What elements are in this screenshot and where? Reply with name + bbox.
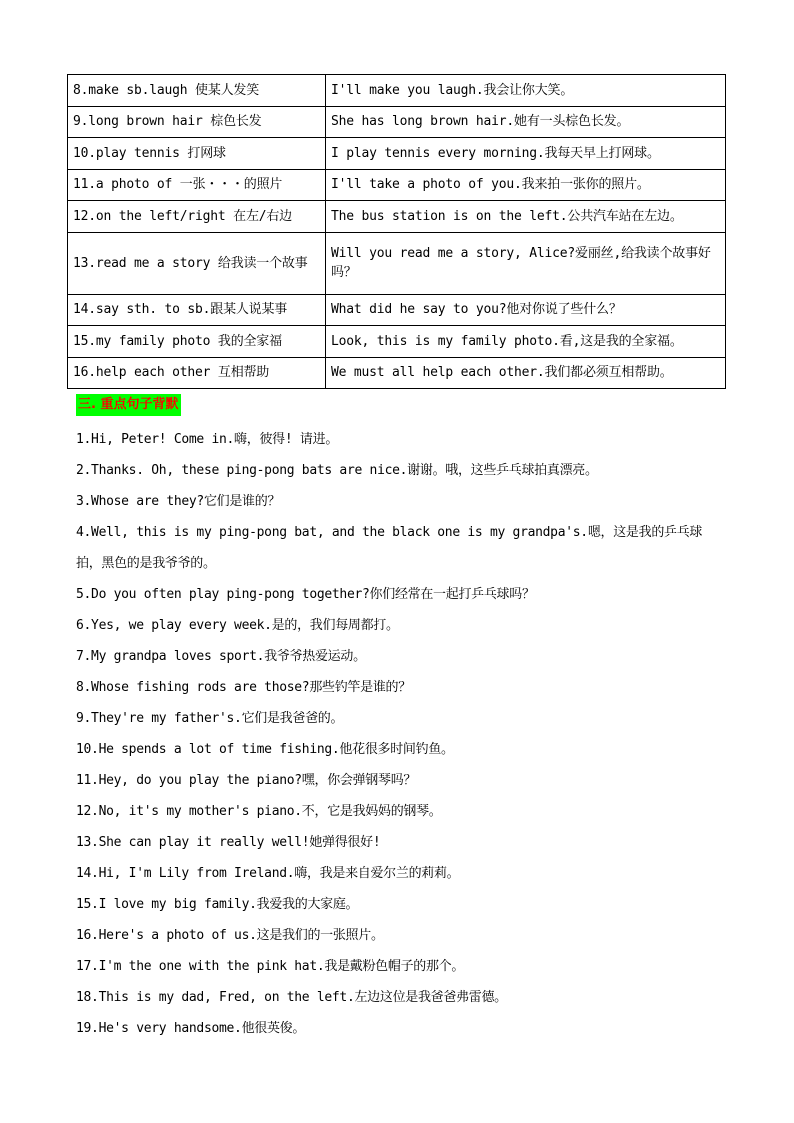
sentence-item: 11.Hey, do you play the piano?嘿，你会弹钢琴吗？ [76, 773, 417, 788]
sentence-item: 18.This is my dad, Fred, on the left.左边这位是我爸爸弗雷德。 [76, 990, 507, 1005]
sentence-item: 12.No, it's my mother's piano.不，它是我妈妈的钢琴。 [76, 804, 442, 819]
phrase-cell: 15.my family photo 我的全家福 [68, 326, 326, 358]
sentence-item: 8.Whose fishing rods are those?那些钓竿是谁的？ [76, 680, 411, 695]
phrase-cell: 13.read me a story 给我读一个故事 [68, 232, 326, 294]
phrase-cell: 12.on the left/right 在左/右边 [68, 201, 326, 233]
sentence-item: 6.Yes, we play every week.是的，我们每周都打。 [76, 618, 399, 633]
sentence-item: 3.Whose are they?它们是谁的？ [76, 494, 281, 509]
example-cell: Look, this is my family photo.看,这是我的全家福。 [326, 326, 726, 358]
example-cell: I'll take a photo of you.我来拍一张你的照片。 [326, 169, 726, 201]
phrase-cell: 14.say sth. to sb.跟某人说某事 [68, 294, 326, 326]
phrase-cell: 9.long brown hair 棕色长发 [68, 106, 326, 138]
sentence-item: 4.Well, this is my ping-pong bat, and the black one is my grandpa's.嗯，这是我的乒乓球拍，黑色的是我爷爷的。 [76, 525, 703, 571]
sentence-item: 16.Here's a photo of us.这是我们的一张照片。 [76, 928, 384, 943]
example-cell: I'll make you laugh.我会让你大笑。 [326, 75, 726, 107]
table-row [68, 357, 726, 389]
sentence-item: 2.Thanks. Oh, these ping-pong bats are nice.谢谢。哦，这些乒乓球拍真漂亮。 [76, 463, 598, 478]
sentence-item: 5.Do you often play ping-pong together?你们经常在一起打乒乓球吗？ [76, 587, 535, 602]
table-row [68, 326, 726, 358]
sentence-item: 1.Hi, Peter! Come in.嗨，彼得! 请进。 [76, 432, 339, 447]
section-heading: 三. 重点句子背默 [76, 394, 181, 416]
sentence-item: 9.They're my father's.它们是我爸爸的。 [76, 711, 344, 726]
sentence-item: 14.Hi, I'm Lily from Ireland.嗨，我是来自爱尔兰的莉莉。 [76, 866, 460, 881]
phrase-table [67, 74, 726, 389]
phrase-cell: 11.a photo of 一张・・・的照片 [68, 169, 326, 201]
table-row [68, 201, 726, 233]
table-row [68, 138, 726, 170]
table-row [68, 294, 726, 326]
example-cell: I play tennis every morning.我每天早上打网球。 [326, 138, 726, 170]
phrase-cell: 16.help each other 互相帮助 [68, 357, 326, 389]
sentence-item: 10.He spends a lot of time fishing.他花很多时间钓鱼。 [76, 742, 454, 757]
table-row [68, 232, 726, 294]
sentence-item: 17.I'm the one with the pink hat.我是戴粉色帽子的那个。 [76, 959, 465, 974]
phrase-cell: 10.play tennis 打网球 [68, 138, 326, 170]
table-row [68, 169, 726, 201]
example-cell: Will you read me a story, Alice?爱丽丝,给我读个故事好吗？ [326, 232, 726, 294]
sentence-item: 19.He's very handsome.他很英俊。 [76, 1021, 306, 1036]
table-row [68, 75, 726, 107]
sentence-item: 7.My grandpa loves sport.我爷爷热爱运动。 [76, 649, 366, 664]
example-cell: The bus station is on the left.公共汽车站在左边。 [326, 201, 726, 233]
table-row [68, 106, 726, 138]
phrase-cell: 8.make sb.laugh 使某人发笑 [68, 75, 326, 107]
example-cell: What did he say to you?他对你说了些什么？ [326, 294, 726, 326]
sentence-list [76, 424, 726, 1044]
example-cell: We must all help each other.我们都必须互相帮助。 [326, 357, 726, 389]
example-cell: She has long brown hair.她有一头棕色长发。 [326, 106, 726, 138]
sentence-item: 15.I love my big family.我爱我的大家庭。 [76, 897, 359, 912]
sentence-item: 13.She can play it really well!她弹得很好! [76, 835, 381, 850]
